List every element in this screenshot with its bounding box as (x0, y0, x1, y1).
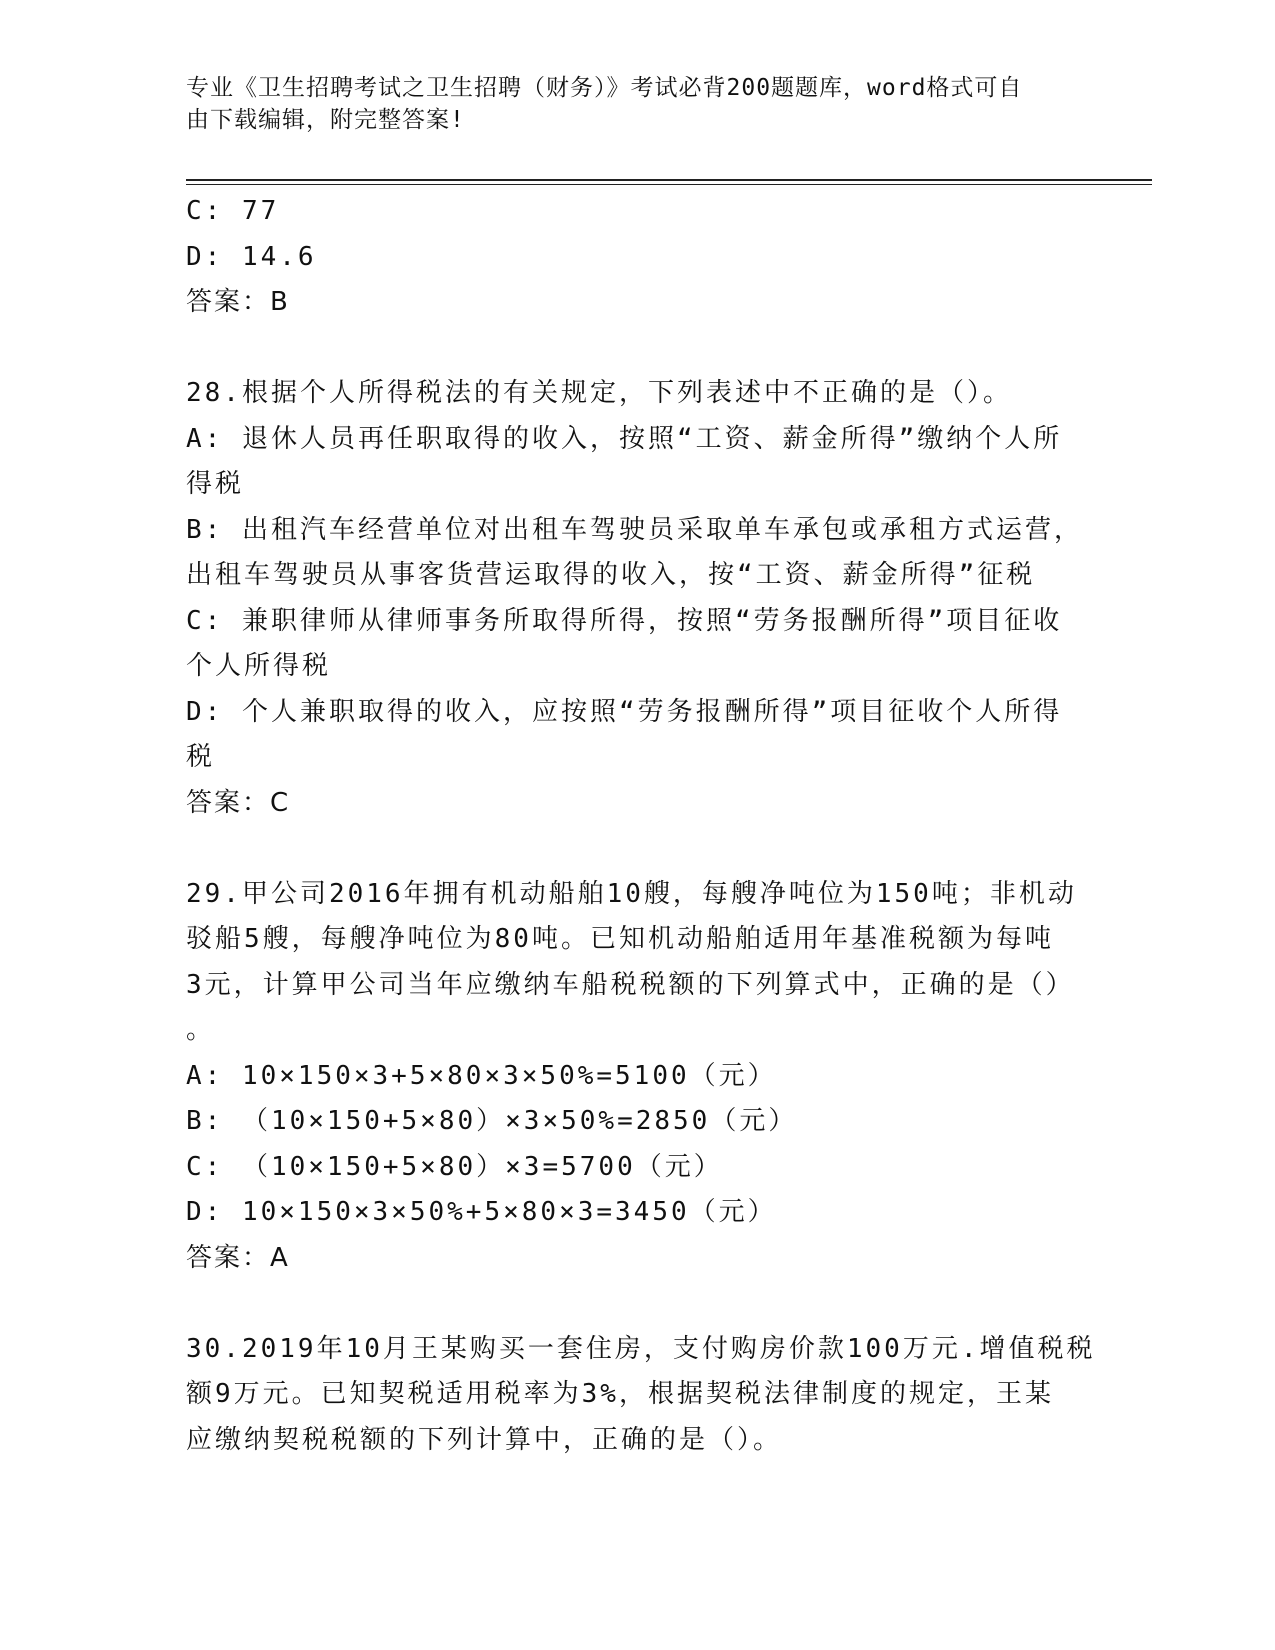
option-b: B: （10×150+5×80）×3×50%=2850（元） (186, 1106, 798, 1136)
option-d: D: 个人兼职取得的收入，应按照“劳务报酬所得”项目征收个人所得 (186, 696, 1063, 727)
question-stem-cont: 额9万元。已知契税适用税率为3%，根据契税法律制度的规定，王某 (186, 1379, 1054, 1409)
option-d-cont: 税 (186, 742, 216, 772)
question-27-tail (186, 189, 1086, 326)
question-stem-cont: 。 (186, 1015, 216, 1045)
header-line-2: 由下载编辑，附完整答案! (186, 107, 465, 133)
question-stem: 29.甲公司2016年拥有机动船舶10艘，每艘净吨位为150吨；非机动 (186, 878, 1077, 909)
question-stem-cont: 驳船5艘，每艘净吨位为80吨。已知机动船舶适用年基准税额为每吨 (186, 924, 1054, 954)
header-line-1: 专业《卫生招聘考试之卫生招聘（财务）》考试必背200题题库，word格式可自 (186, 75, 1023, 101)
spacer (186, 326, 1086, 372)
page-header (186, 72, 1066, 136)
option-d: D: 10×150×3×50%+5×80×3=3450（元） (186, 1197, 777, 1227)
option-c: C: （10×150+5×80）×3=5700（元） (186, 1151, 723, 1182)
option-c: C: 77 (186, 196, 280, 226)
option-d: D: 14.6 (186, 241, 317, 272)
option-a: A: 退休人员再任职取得的收入，按照“工资、薪金所得”缴纳个人所 (186, 423, 1063, 454)
question-29 (186, 872, 1086, 1282)
header-divider-thin (186, 184, 1152, 185)
option-a: A: 10×150×3+5×80×3×50%=5100（元） (186, 1060, 777, 1091)
document-body (186, 189, 1096, 1463)
spacer (186, 1281, 1086, 1327)
answer: 答案：A (186, 1242, 290, 1273)
option-b: B: 出租汽车经营单位对出租车驾驶员采取单车承包或承租方式运营， (186, 514, 1083, 545)
option-a-cont: 得税 (186, 469, 245, 499)
spacer (186, 826, 1086, 872)
option-c: C: 兼职律师从律师事务所取得所得，按照“劳务报酬所得”项目征收 (186, 605, 1063, 636)
option-b-cont: 出租车驾驶员从事客货营运取得的收入，按“工资、薪金所得”征税 (186, 560, 1036, 590)
answer: 答案：C (186, 787, 291, 818)
header-divider-thick (186, 179, 1152, 181)
question-stem-cont: 3元，计算甲公司当年应缴纳车船税税额的下列算式中，正确的是（） (186, 969, 1075, 1000)
question-30 (186, 1327, 1096, 1464)
option-c-cont: 个人所得税 (186, 651, 332, 681)
question-stem: 30.2019年10月王某购买一套住房，支付购房价款100万元.增值税税 (186, 1333, 1096, 1364)
question-stem-cont: 应缴纳契税税额的下列计算中，正确的是（）。 (186, 1424, 783, 1455)
answer: 答案：B (186, 287, 290, 317)
question-stem: 28.根据个人所得税法的有关规定，下列表述中不正确的是（）。 (186, 378, 1012, 408)
question-28 (186, 371, 1086, 826)
